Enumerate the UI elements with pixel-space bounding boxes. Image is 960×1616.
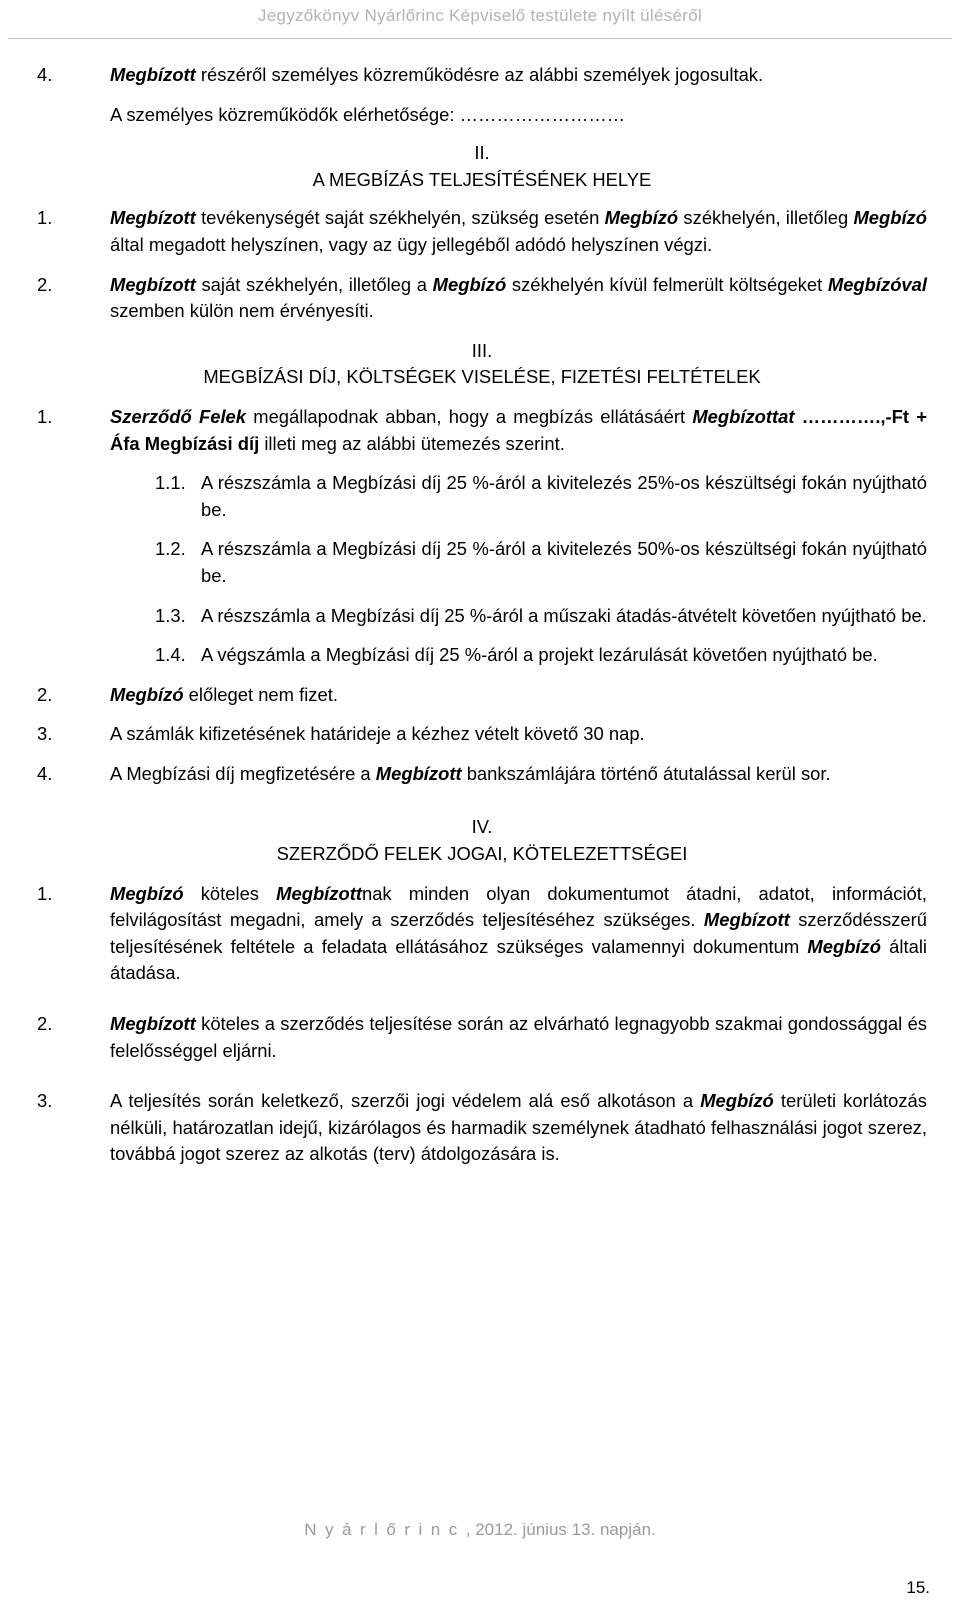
fee-amount: ………….,-Ft + Áfa Megbízási díj (110, 405, 927, 454)
section4-title: SZERZŐDŐ FELEK JOGAI, KÖTELEZETTSÉGEI (276, 843, 688, 865)
section4-item-1 (37, 881, 927, 987)
schedule-number: 1.4. (155, 644, 186, 666)
section4-item-3 (37, 1088, 927, 1168)
item-number: 4. (37, 762, 53, 784)
item-text (110, 1088, 927, 1168)
item-text (110, 62, 927, 89)
section4-item-2 (37, 1011, 927, 1064)
text-run: szerződésszerű teljesítésének feltétele a feladata ellátásához szükséges valamennyi dokumentum (110, 909, 927, 957)
text-run: székhelyén kívül felmerült költségeket (506, 273, 828, 295)
party-name: Megbízott (110, 207, 196, 229)
text-run: szemben külön nem érvényesíti. (110, 300, 374, 322)
text-run: általi átadása. (110, 935, 927, 984)
section2-pre-item-4 (37, 62, 927, 89)
party-name: Megbízott (703, 909, 790, 931)
text-run: által megadott helyszínen, vagy az ügy jellegéből adódó helyszínen végzi. (110, 233, 713, 255)
contact-line: A személyes közreműködők elérhetősége: ……………………… (110, 103, 626, 125)
schedule-item (37, 536, 927, 589)
schedule-number: 1.2. (155, 538, 186, 560)
text-run: megállapodnak abban, hogy a megbízás ellátásáért (246, 405, 693, 427)
item-text (110, 272, 927, 325)
text-run: bankszámlájára történő átutalással kerül sor. (461, 762, 831, 784)
item-text: A számlák kifizetésének határideje a kézhez vételt követő 30 nap. (110, 723, 645, 745)
section3-item-4 (37, 761, 927, 788)
page-number: 15. (906, 1578, 930, 1597)
document-body (37, 62, 927, 1168)
text-run: tevékenységét saját székhelyén, szükség esetén (195, 207, 605, 229)
text-run: nak minden olyan dokumentumot átadni, adatot, információt, felvilágosítást megadni, amely a szerződés teljesítéséhez szükséges. (110, 882, 927, 931)
schedule-text: A részszámla a Megbízási díj 25 %-áról a kivitelezés 25%-os készültségi fokán nyújtható be. (201, 472, 927, 520)
schedule-text: A végszámla a Megbízási díj 25 %-áról a projekt lezárulását követően nyújtható be. (201, 644, 878, 666)
text-run: részéről személyes közreműködésre az alábbi személyek jogosultak. (195, 64, 764, 85)
item-text (110, 205, 927, 258)
section3-item-3 (37, 721, 927, 748)
party-name: Szerződő Felek (110, 405, 247, 427)
text-run: illeti meg az alábbi ütemezés szerint. (259, 432, 565, 454)
section2-title: A MEGBÍZÁS TELJESÍTÉSÉNEK HELYE (312, 168, 652, 190)
item-number: 2. (37, 273, 53, 295)
item-number: 1. (37, 207, 53, 229)
footer-place: Nyárlőrinc (304, 1520, 466, 1539)
party-name: Megbízott (110, 64, 196, 85)
item-text (110, 1011, 927, 1064)
item-text (110, 682, 927, 709)
section2-roman: II. (474, 142, 490, 164)
item-text (110, 404, 927, 457)
footer-date: , 2012. június 13. napján. (465, 1520, 656, 1539)
party-name: Megbízottat (692, 405, 795, 427)
party-name: Megbízott (375, 762, 462, 784)
schedule-item (37, 470, 927, 523)
item-number: 2. (37, 683, 53, 705)
item-number: 3. (37, 1090, 53, 1112)
schedule-item (37, 603, 927, 630)
page-footer (0, 1520, 960, 1540)
item-number: 3. (37, 723, 53, 745)
section3-item-2 (37, 682, 927, 709)
text-run: saját székhelyén, illetőleg a (195, 273, 433, 295)
text-run: székhelyén, illetőleg (678, 207, 854, 229)
party-name: Megbízóval (827, 273, 927, 295)
text-run: területi korlátozás nélküli, határozatlan idejű, kizárólagos és harmadik személynek átadható felhasználási jogot szerez, továbbá jogot szerez az alkotás (terv) átdolgozására is. (110, 1090, 927, 1165)
party-name: Megbízó (700, 1090, 774, 1112)
party-name: Megbízó (853, 207, 927, 229)
schedule-text: A részszámla a Megbízási díj 25 %-áról a műszaki átadás-átvételt követően nyújtható be. (201, 604, 927, 626)
item-number: 2. (37, 1013, 53, 1035)
header-title: Jegyzőkönyv Nyárlőrinc Képviselő testülete nyílt üléséről (257, 6, 703, 25)
party-name: Megbízott (276, 882, 362, 904)
party-name: Megbízó (432, 273, 507, 295)
item-number: 4. (37, 64, 53, 85)
party-name: Megbízó (807, 935, 881, 957)
party-name: Megbízó (110, 683, 184, 705)
text-run: előleget nem fizet. (183, 683, 338, 705)
item-text (110, 881, 927, 987)
item-number: 1. (37, 882, 53, 904)
text-run: köteles a szerződés teljesítése során az elvárható legnagyobb szakmai gondossággal és felelősséggel eljárni. (110, 1013, 927, 1061)
section3-title: MEGBÍZÁSI DÍJ, KÖLTSÉGEK VISELÉSE, FIZETÉSI FELTÉTELEK (203, 366, 761, 388)
party-name: Megbízó (604, 207, 679, 229)
section2-item-2 (37, 272, 927, 325)
text-run: köteles (183, 882, 277, 904)
section2-item-1 (37, 205, 927, 258)
section3-item-1 (37, 404, 927, 457)
section3-roman: III. (471, 339, 493, 361)
schedule-number: 1.3. (155, 604, 186, 626)
schedule-number: 1.1. (155, 472, 186, 494)
schedule-item (37, 642, 927, 669)
section4-roman: IV. (471, 816, 493, 838)
text-run: A teljesítés során keletkező, szerzői jogi védelem alá eső alkotáson a (110, 1090, 701, 1112)
party-name: Megbízott (110, 273, 196, 295)
item-text (110, 761, 927, 788)
item-number: 1. (37, 405, 53, 427)
header-divider (8, 38, 952, 39)
text-run: A Megbízási díj megfizetésére a (110, 762, 376, 784)
party-name: Megbízott (110, 1013, 196, 1035)
schedule-text: A részszámla a Megbízási díj 25 %-áról a kivitelezés 50%-os készültségi fokán nyújtható be. (201, 538, 927, 586)
page-header (0, 0, 960, 42)
party-name: Megbízó (110, 882, 184, 904)
